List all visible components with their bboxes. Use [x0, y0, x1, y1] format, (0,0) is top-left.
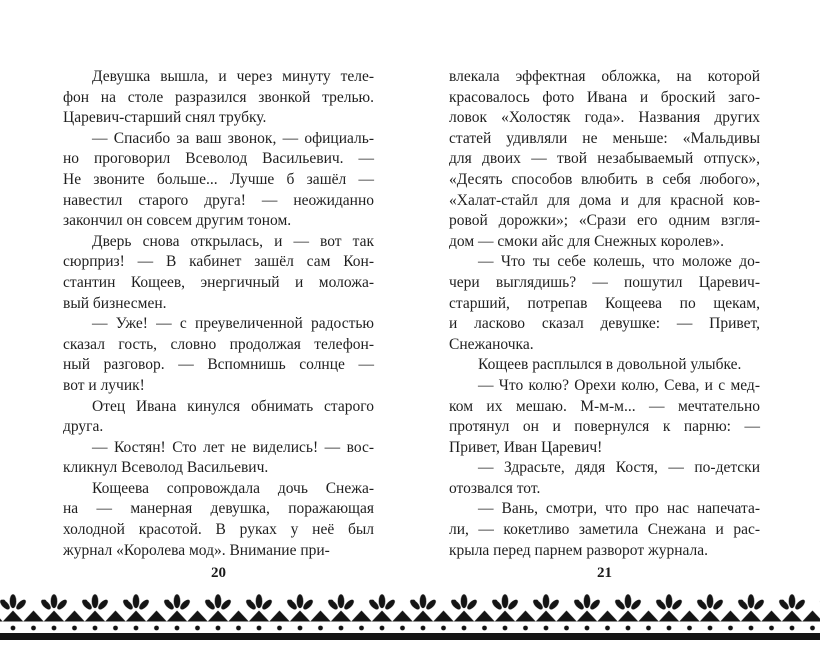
text-line: красовалось фото Ивана и броский заго-	[449, 88, 760, 106]
text-line: ловок «Холостяк года». Названия других	[449, 109, 760, 127]
decorative-footer-border	[0, 593, 820, 641]
text-line: ный разговор. — Вспомнишь солнце —	[63, 356, 374, 374]
text-line: — Спасибо за ваш звонок, — официаль-	[92, 129, 374, 147]
text-line: стантин Кощеев, энергичный и моложа-	[63, 273, 374, 291]
text-line: отозвался тот.	[449, 479, 541, 497]
text-line: Дверь снова открылась, и — вот так	[92, 232, 374, 250]
right-page-text	[449, 67, 760, 561]
text-line: «Десять способов влюбить в себя любого»,	[449, 170, 760, 188]
text-line: друга.	[63, 418, 104, 436]
text-line: и ласково сказал девушке: — Привет,	[449, 315, 760, 333]
text-line: вот и лучик!	[63, 376, 145, 394]
text-line: Кощеева сопровождала дочь Снежа-	[92, 479, 374, 497]
text-line: но проговорил Всеволод Васильевич. —	[63, 150, 374, 168]
text-line: Снежаночка.	[449, 335, 534, 353]
text-line: кликнул Всеволод Васильевич.	[63, 459, 269, 477]
text-line: — Костян! Сто лет не виделись! — вос-	[92, 438, 374, 456]
ornament-solid-bar	[0, 633, 820, 640]
text-line: ли, — кокетливо заметила Снежана и рас-	[449, 521, 760, 539]
text-line: — Уже! — с преувеличенной радостью	[92, 315, 374, 333]
text-line: Царевич-старший снял трубку.	[63, 109, 267, 127]
ornament-pattern-band	[0, 593, 820, 633]
text-line: статей удивляли не меньше: «Мальдивы	[449, 129, 760, 147]
text-line: дом — смоки айс для Снежных королев».	[449, 232, 724, 250]
text-line: закончил он совсем другим тоном.	[63, 212, 292, 230]
text-line: на — манерная девушка, поражающая	[63, 500, 374, 518]
text-line: крыла перед парнем разворот журнала.	[449, 541, 708, 559]
text-line: навестил старого друга! — неожиданно	[63, 191, 374, 209]
text-line: — Вань, смотри, что про нас напечата-	[478, 500, 760, 518]
text-line: влекала эффектная обложка, на которой	[449, 68, 760, 85]
text-line: сказал гость, словно продолжая телефон-	[63, 335, 374, 353]
text-line: Девушка вышла, и через минуту теле-	[92, 68, 374, 85]
text-line: для двоих — твой незабываемый отпуск»,	[449, 150, 760, 168]
text-line: протянул он и повернулся к парню: —	[449, 418, 760, 436]
text-line: — Что ты себе колешь, что моложе до-	[478, 253, 760, 271]
text-line: старший, потрепав Кощеева по щекам,	[449, 294, 760, 312]
text-line: ком их мешаю. М-м-м... — мечтательно	[449, 397, 760, 415]
text-line: — Здрасьте, дядя Костя, — по-детски	[478, 459, 760, 477]
text-line: Отец Ивана кинулся обнимать старого	[92, 397, 374, 415]
text-line: сюрприз! — В кабинет зашёл сам Кон-	[63, 253, 374, 271]
text-line: Привет, Иван Царевич!	[449, 438, 603, 456]
text-line: вый бизнесмен.	[63, 294, 167, 312]
text-line: журнал «Королева мод». Внимание при-	[63, 541, 330, 559]
text-line: Кощеев расплылся в довольной улыбке.	[478, 356, 742, 374]
right-page-number: 21	[597, 565, 612, 581]
left-page-text	[63, 67, 374, 561]
text-line: «Халат-стайл для дома и для красной ков-	[449, 191, 760, 209]
text-line: ровой дорожки»; «Срази его одним взгля-	[449, 212, 760, 230]
text-line: холодной красотой. В руках у неё был	[63, 521, 374, 539]
left-page-number: 20	[211, 565, 226, 581]
text-line: фон на столе разразился звонкой трелью.	[63, 88, 374, 106]
text-line: чери выглядишь? — пошутил Царевич-	[449, 273, 760, 291]
text-line: Не звоните больше... Лучше б зашёл —	[63, 170, 374, 188]
text-line: — Что колю? Орехи колю, Сева, и с мед-	[478, 376, 760, 394]
